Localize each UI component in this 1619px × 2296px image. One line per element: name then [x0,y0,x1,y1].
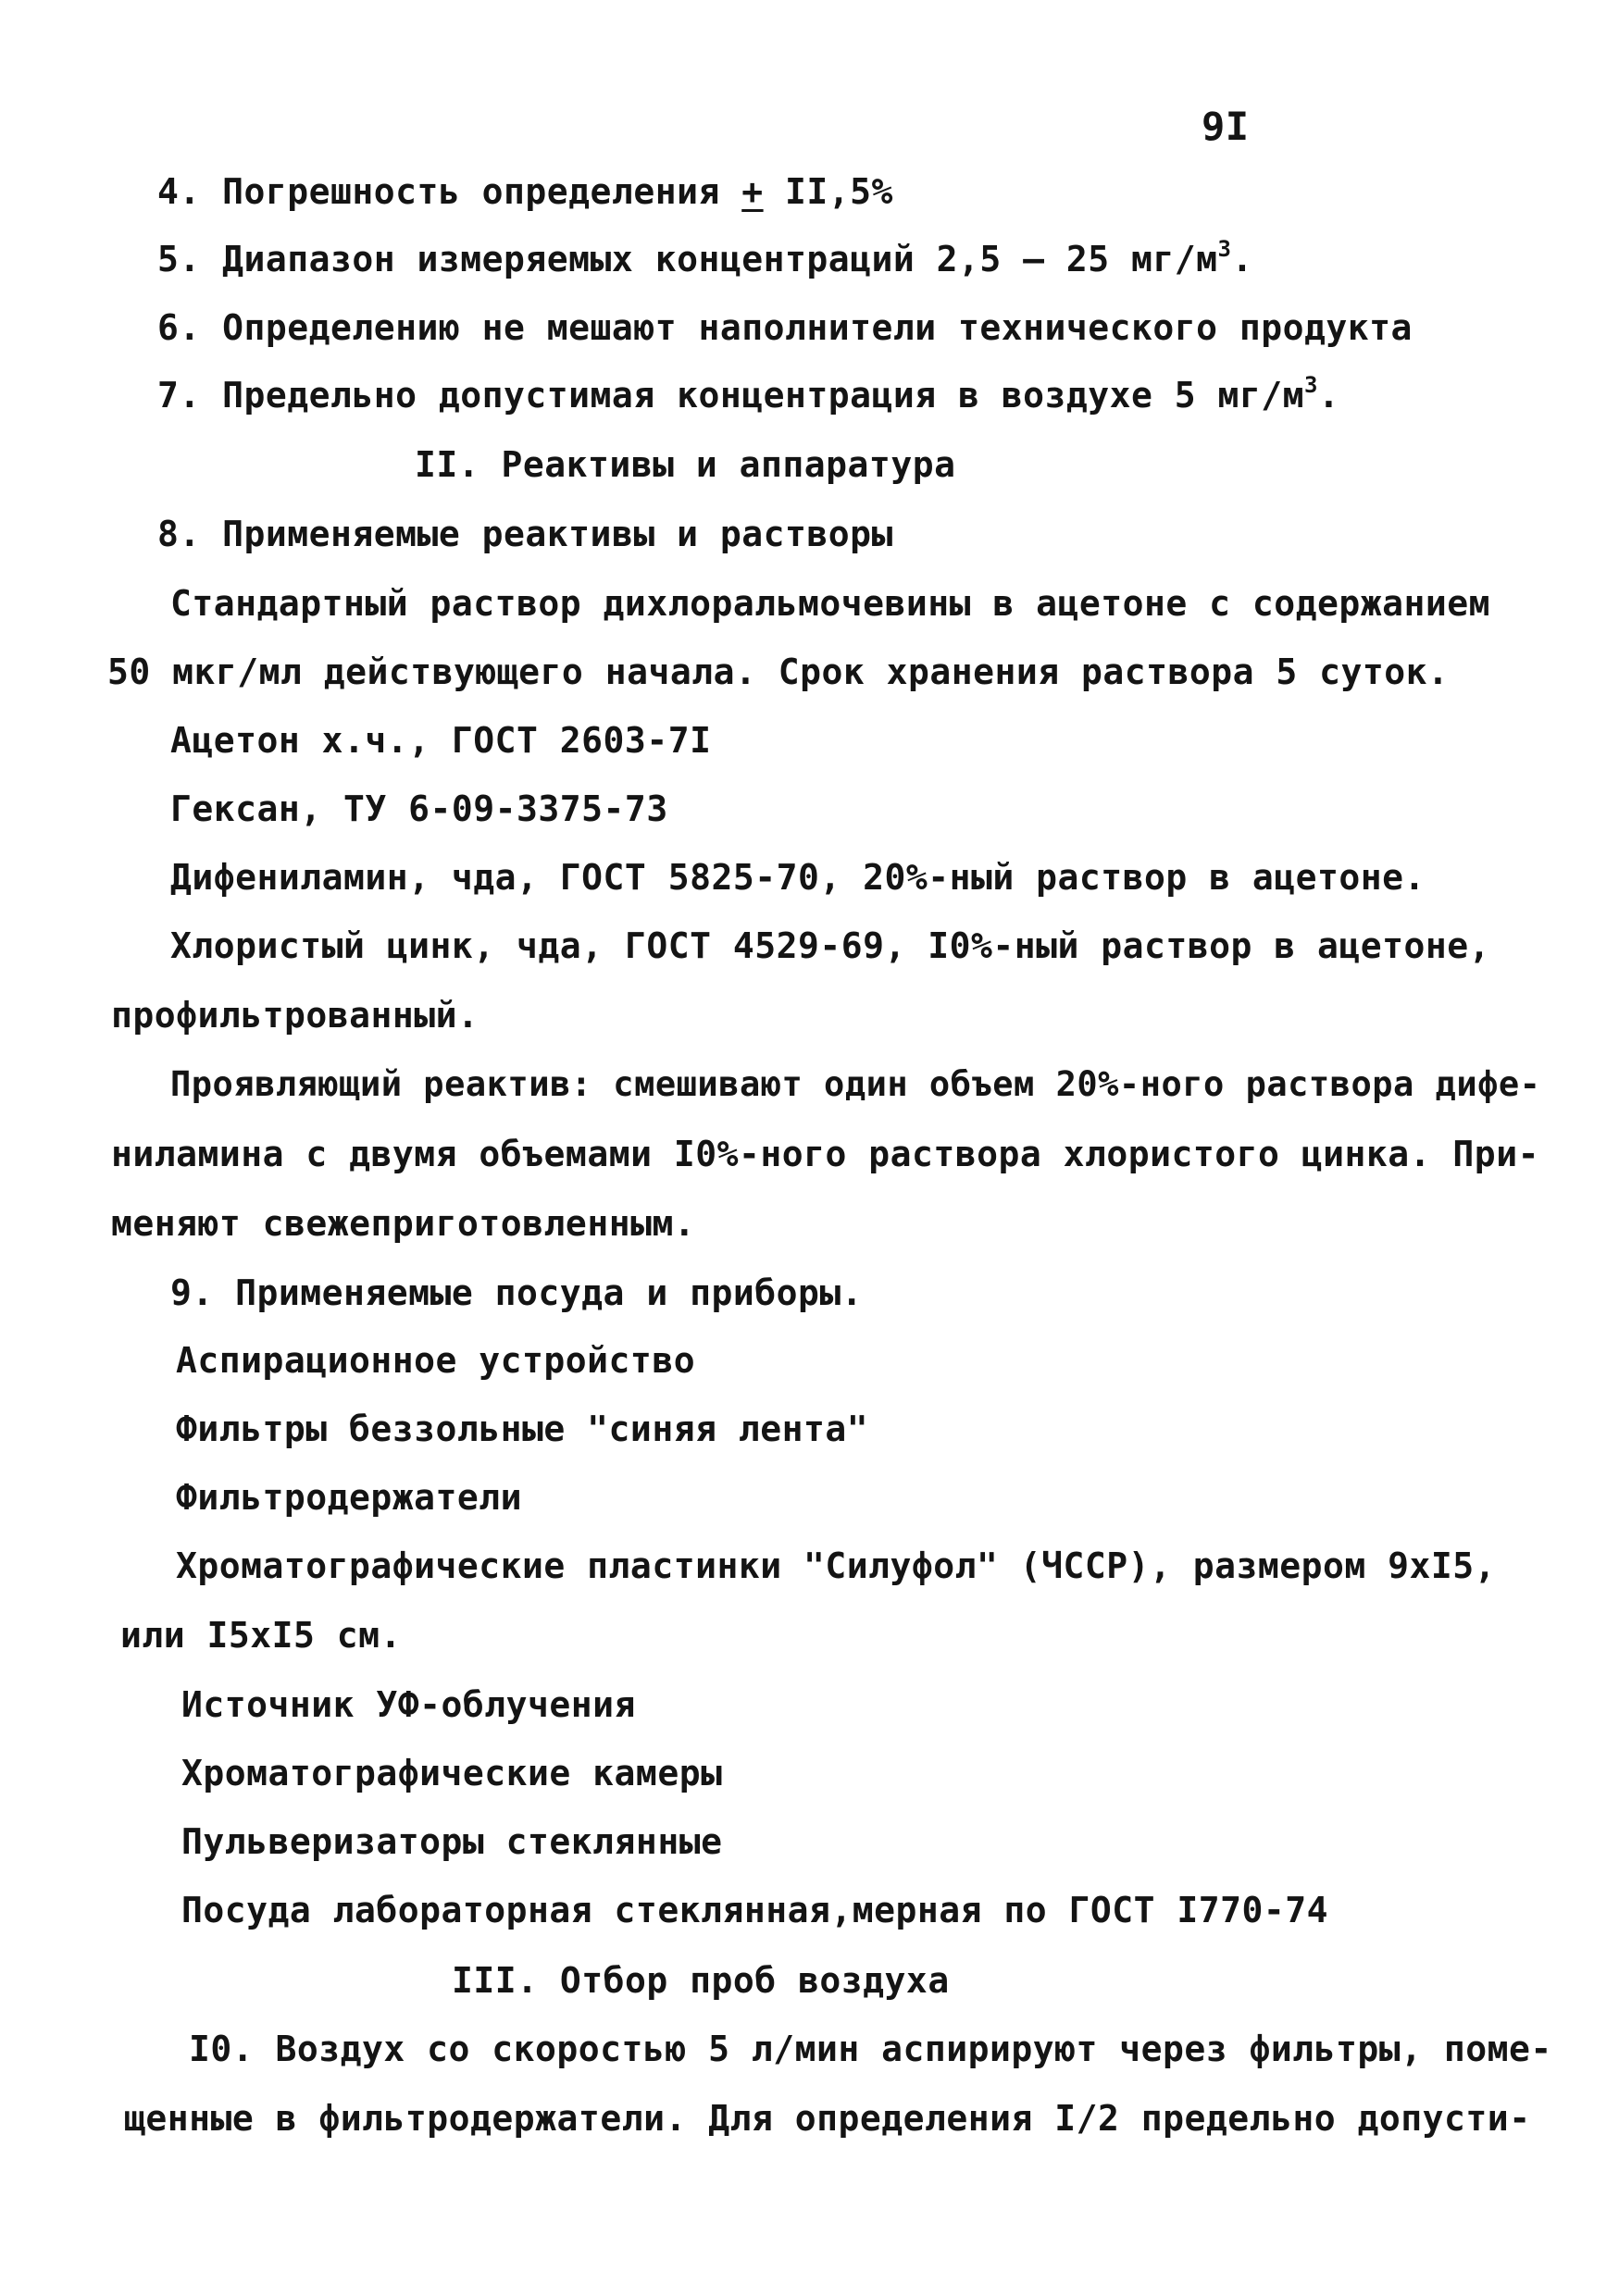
diphenylamine-line: Дифениламин, чда, ГОСТ 5825-70, 20%-ный раствор в ацетоне. [170,857,1426,898]
zinc-line-2: профильтрованный. [111,995,479,1036]
reagent-line-1: Проявляющий реактив: смешивают один объем 20%-ного раствора дифе- [170,1064,1541,1104]
item-7-end: . [1317,375,1340,416]
item-4-text: 4. Погрешность определения [157,171,742,212]
std-solution-line-1: Стандартный раствор дихлоральмочевины в ацетоне с содержанием [170,583,1491,624]
equipment-item: Источник УФ-облучения [181,1684,636,1725]
item-8-title: 8. Применяемые реактивы и растворы [157,514,893,554]
equipment-item: Аспирационное устройство [176,1340,696,1381]
item-10-line-1: I0. Воздух со скоростью 5 л/мин аспирируют через фильтры, поме- [189,2029,1552,2069]
page-number: 9I [1202,104,1250,149]
item-5-range [157,236,1253,279]
equipment-item: Пульверизаторы стеклянные [181,1821,723,1862]
item-6-interference: 6. Определению не мешают наполнители технического продукта [157,307,1413,348]
item-5-text: 5. Диапазон измеряемых концентраций 2,5 – 25 мг/м [157,239,1218,279]
section-3-heading: III. Отбор проб воздуха [452,1960,950,2001]
std-solution-line-2: 50 мкг/мл действующего начала. Срок хранения раствора 5 суток. [107,652,1450,692]
equipment-item: Фильтры беззольные "синяя лента" [176,1409,869,1449]
superscript-3: 3 [1304,372,1318,398]
reagent-line-3: меняют свежеприготовленным. [111,1203,696,1244]
item-4-accuracy [157,171,893,212]
acetone-line: Ацетон х.ч., ГОСТ 2603-7I [170,720,712,761]
equipment-item: или I5хI5 см. [120,1615,402,1656]
zinc-line-1: Хлористый цинк, чда, ГОСТ 4529-69, I0%-ный раствор в ацетоне, [170,925,1491,966]
item-10-line-2: щенные в фильтродержатели. Для определения I/2 предельно допусти- [124,2098,1531,2139]
reagent-line-2: ниламина с двумя объемами I0%-ного раствора хлористого цинка. При- [111,1134,1539,1174]
item-7-text: 7. Предельно допустимая концентрация в воздухе 5 мг/м [157,375,1305,416]
superscript-3: 3 [1217,236,1232,262]
equipment-item: Посуда лабораторная стеклянная,мерная по ГОСТ I770-74 [181,1890,1329,1930]
plus-minus-sign: + [741,171,764,212]
item-9-title: 9. Применяемые посуда и приборы. [170,1272,864,1313]
section-2-heading: II. Реактивы и аппаратура [415,444,956,485]
equipment-item: Хроматографические камеры [181,1753,723,1793]
equipment-item: Фильтродержатели [176,1477,523,1518]
item-4-value: II,5% [763,171,893,212]
hexane-line: Гексан, ТУ 6-09-3375-73 [170,788,668,829]
equipment-item: Хроматографические пластинки "Силуфол" (ЧССР), размером 9хI5, [176,1545,1497,1586]
item-7-mac [157,372,1340,416]
item-5-end: . [1231,239,1253,279]
